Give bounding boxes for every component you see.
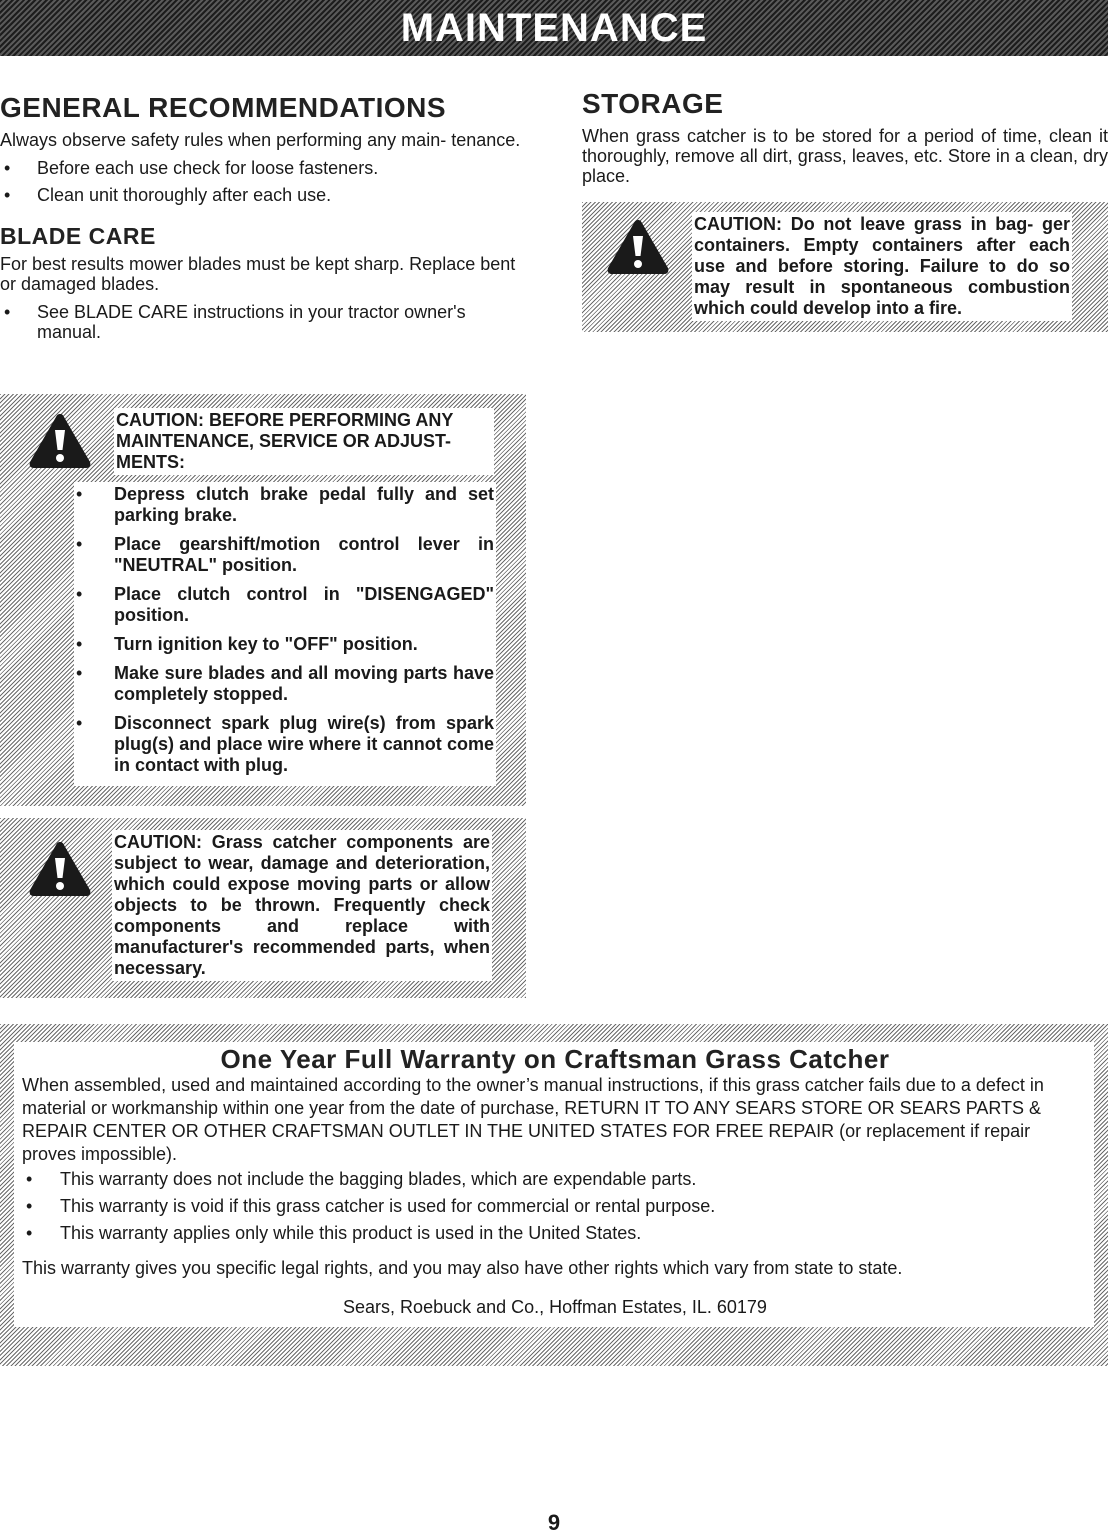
bullet-icon: • [76,663,83,683]
warranty-box [0,1024,1108,1366]
general-bullet-list [0,158,528,205]
caution-maintenance-box [0,394,526,806]
bullet-icon: • [26,1196,33,1216]
blade-care-bullet-list [0,302,528,342]
list-item: • This warranty is void if this grass catcher is used for commercial or rental purpose. [22,1193,1088,1220]
caution-maintenance-list [76,484,494,776]
list-item: • Before each use check for loose fasteners. [4,158,379,178]
bullet-icon: • [76,534,83,554]
blade-care-intro: For best results mower blades must be kept sharp. Replace bent or damaged blades. [0,254,516,294]
warning-triangle-icon [28,840,92,903]
list-item: • Depress clutch brake pedal fully and set parking brake. [76,484,494,525]
bullet-icon: • [26,1169,33,1189]
list-item: • Disconnect spark plug wire(s) from spark plug(s) and place wire where it cannot come in contact with plug. [76,713,494,775]
bullet-icon: • [4,158,11,178]
caution-storage-text: CAUTION: Do not leave grass in bag- ger containers. Empty containers after each use and before storing. Failure to do so may result in spontaneous combustion which could develop into a fire. [692,212,1072,321]
page-number: 9 [547,1510,561,1535]
list-item: • Place clutch control in "DISENGAGED" position. [76,584,494,625]
warranty-content [14,1042,1094,1327]
caution-components-box [0,818,526,998]
caution-components-text: CAUTION: Grass catcher components are subject to wear, damage and deterioration, which could expose moving parts or allow objects to be thrown. Frequently check components and replace with manufacturer's recommended parts, when necessary. [112,830,492,981]
storage-heading: STORAGE [582,88,724,119]
bullet-icon: • [76,584,83,604]
blade-care-heading: BLADE CARE [0,223,156,249]
caution-maintenance-text [114,408,494,475]
general-intro: Always observe safety rules when performing any main- tenance. [0,130,521,150]
list-item: • See BLADE CARE instructions in your tractor owner's manual. [4,302,466,342]
bullet-icon: • [76,634,83,654]
list-item: • Place gearshift/motion control lever in "NEUTRAL" position. [76,534,494,575]
caution-maintenance-heading: CAUTION: BEFORE PERFORMING ANY MAINTENANCE, SERVICE OR ADJUST- MENTS: [116,410,454,472]
warranty-bullet-list [22,1166,1088,1247]
warranty-body: When assembled, used and maintained according to the owner’s manual instructions, if this grass catcher fails due to a defect in material or workmanship within one year from the date of purchase, RETURN IT TO ANY SEARS STORE OR SEARS PARTS & REPAIR CENTER OR OTHER CRAFTSMAN OUTLET IN THE UNITED STATES FOR FREE REPAIR (or replacement if repair proves impossible). [22,1075,1044,1164]
warning-triangle-icon [606,218,670,281]
section-banner [0,0,1108,56]
list-item: • This warranty does not include the bagging blades, which are expendable parts. [22,1166,1088,1193]
storage-text: When grass catcher is to be stored for a period of time, clean it thoroughly, remove all dirt, grass, leaves, etc. Store in a clean, dry place. [582,126,1108,186]
bullet-icon: • [4,185,11,205]
warranty-title: One Year Full Warranty on Craftsman Grass Catcher [220,1044,890,1074]
list-item: • This warranty applies only while this product is used in the United States. [22,1220,1088,1247]
bullet-icon: • [4,302,11,322]
warranty-rights: This warranty gives you specific legal rights, and you may also have other rights which vary from state to state. [22,1258,903,1278]
right-column [582,88,1108,186]
warranty-address: Sears, Roebuck and Co., Hoffman Estates, IL. 60179 [343,1297,767,1317]
list-item: • Turn ignition key to "OFF" position. [76,634,418,654]
bullet-icon: • [76,484,83,504]
banner-title: MAINTENANCE [400,5,708,50]
list-item: • Clean unit thoroughly after each use. [4,185,332,205]
bullet-icon: • [26,1223,33,1243]
bullet-icon: • [76,713,83,733]
caution-storage-box [582,202,1108,332]
list-item: • Make sure blades and all moving parts have completely stopped. [76,663,494,704]
warning-triangle-icon [28,412,92,475]
general-recommendations-heading: GENERAL RECOMMENDATIONS [0,92,447,123]
left-column [0,92,528,342]
